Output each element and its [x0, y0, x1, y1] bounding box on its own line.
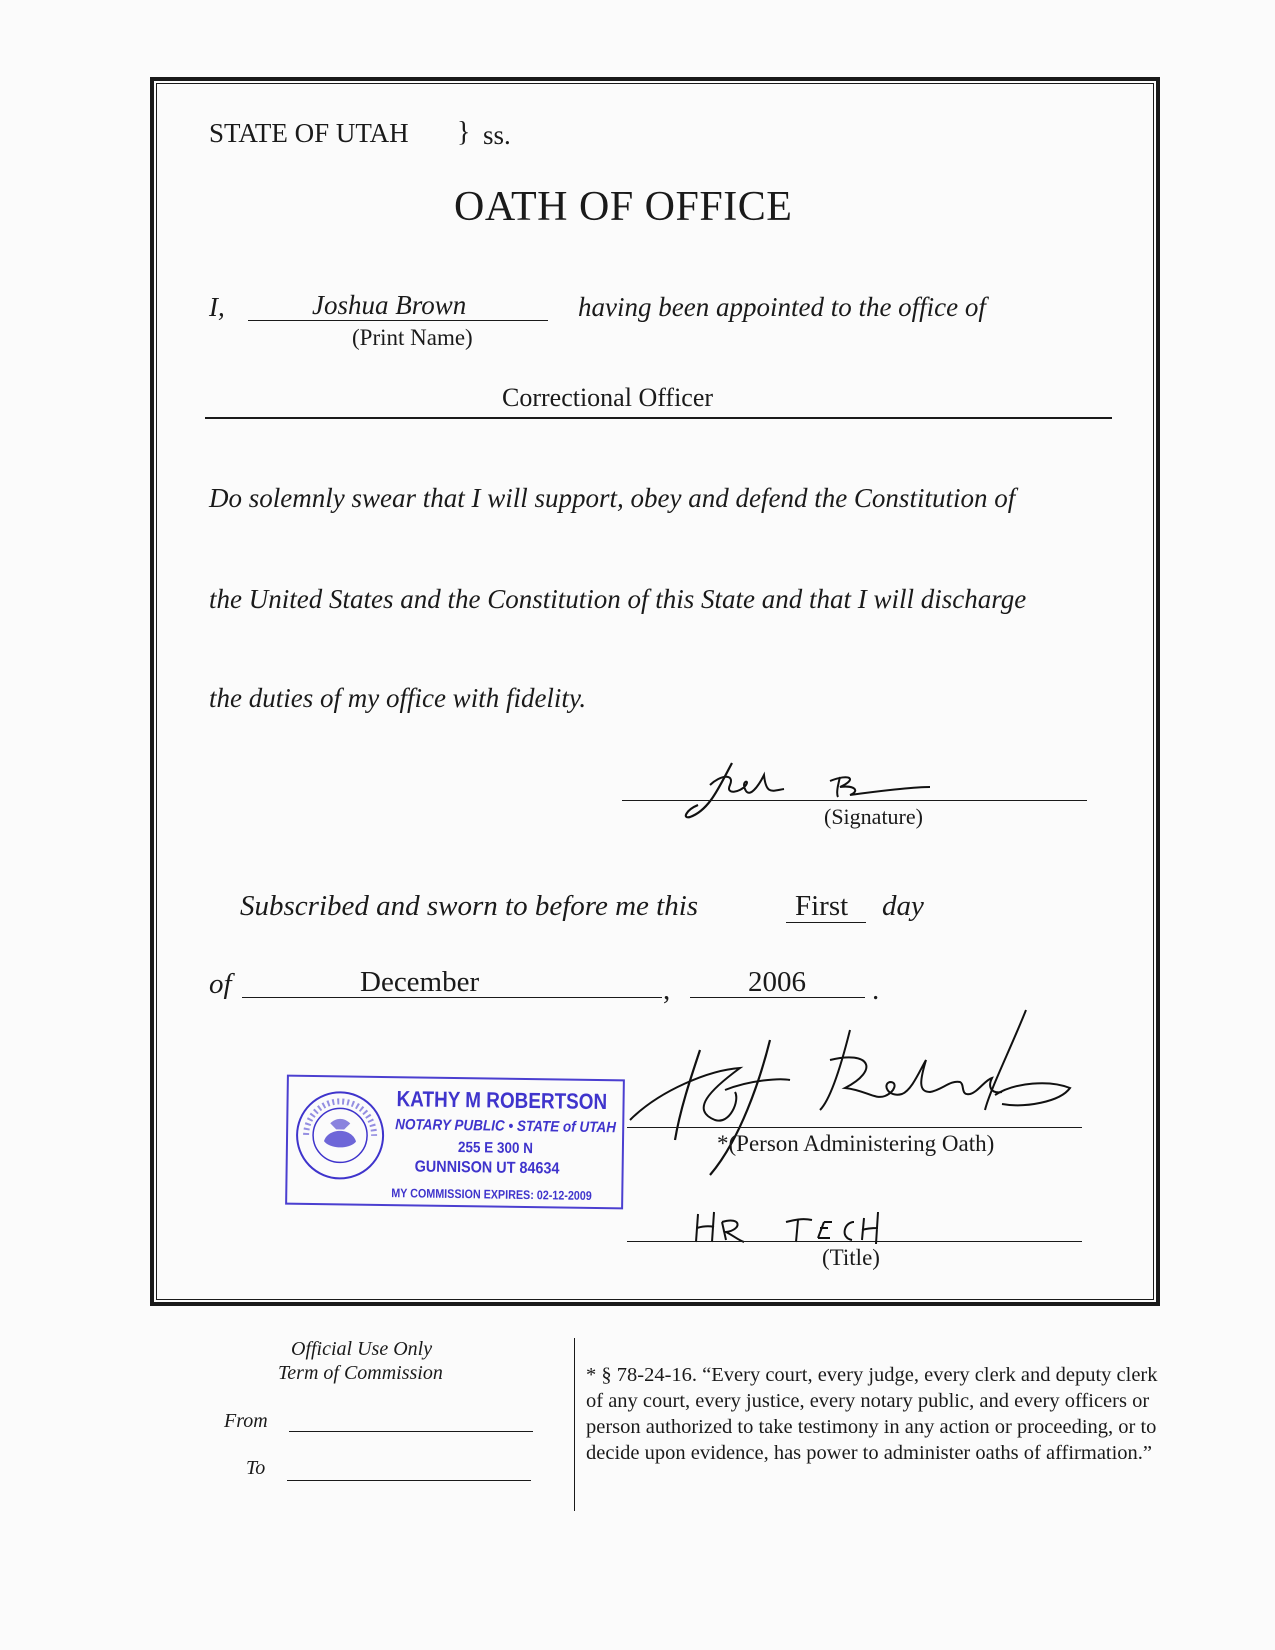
- of-word: of: [209, 968, 232, 1000]
- year-period: .: [872, 974, 880, 1006]
- office-line: [205, 417, 1112, 419]
- footer-divider: [574, 1338, 575, 1511]
- state-seal-icon: [293, 1089, 386, 1182]
- term-heading: Term of Commission: [278, 1362, 443, 1384]
- year-value: 2006: [748, 966, 806, 998]
- appointment-phrase: having been appointed to the office of: [578, 292, 986, 322]
- brace-symbol: }: [457, 117, 471, 148]
- to-line: [287, 1480, 531, 1481]
- to-label: To: [246, 1457, 266, 1479]
- notary-city-line: GUNNISON UT 84634: [414, 1158, 560, 1178]
- subscribed-text: Subscribed and sworn to before me this: [240, 890, 699, 922]
- printed-name-caption: (Print Name): [352, 325, 473, 350]
- day-line: [786, 922, 866, 923]
- month-line: [242, 997, 662, 998]
- month-value: December: [360, 966, 480, 998]
- notary-title-line: NOTARY PUBLIC • STATE of UTAH: [395, 1116, 617, 1137]
- title-line: [627, 1241, 1082, 1242]
- statute-text: * § 78-24-16. “Every court, every judge, every clerk and deputy clerk of any court, every justice, every notary public, and every officers or person authorized to take testimony in any action or proceeding, or to decide upon evidence, has power to administer oaths of affirmation.”: [586, 1364, 1158, 1464]
- printed-name-line: [248, 320, 548, 321]
- administrator-caption: *(Person Administering Oath): [717, 1131, 995, 1156]
- day-value: First: [795, 890, 849, 922]
- printed-name-value: Joshua Brown: [312, 290, 467, 320]
- oath-line-3: the duties of my office with fidelity.: [209, 683, 587, 713]
- from-line: [289, 1431, 533, 1432]
- notary-name: KATHY M ROBERTSON: [396, 1086, 608, 1115]
- office-value: Correctional Officer: [502, 383, 714, 412]
- notary-stamp: [285, 1075, 625, 1210]
- notary-address-line: 255 E 300 N: [457, 1139, 534, 1158]
- title-caption: (Title): [822, 1245, 880, 1270]
- signature-line: [622, 800, 1087, 801]
- intro-word: I,: [209, 292, 225, 322]
- day-word: day: [882, 890, 924, 922]
- state-label: STATE OF UTAH: [209, 118, 409, 148]
- oath-line-1: Do solemnly swear that I will support, obey and defend the Constitution of: [209, 483, 1016, 513]
- ss-label: ss.: [483, 120, 511, 150]
- notary-expiration-line: MY COMMISSION EXPIRES: 02-12-2009: [391, 1186, 592, 1203]
- month-comma: ,: [663, 974, 671, 1006]
- document-title: OATH OF OFFICE: [454, 184, 793, 230]
- year-line: [690, 997, 865, 998]
- administrator-line: [627, 1127, 1082, 1128]
- from-label: From: [224, 1410, 268, 1432]
- oath-line-2: the United States and the Constitution of this State and that I will discharge: [209, 584, 1027, 614]
- title-handwritten: [694, 1208, 894, 1248]
- official-use-heading: Official Use Only: [291, 1338, 433, 1360]
- signature-caption: (Signature): [824, 804, 923, 829]
